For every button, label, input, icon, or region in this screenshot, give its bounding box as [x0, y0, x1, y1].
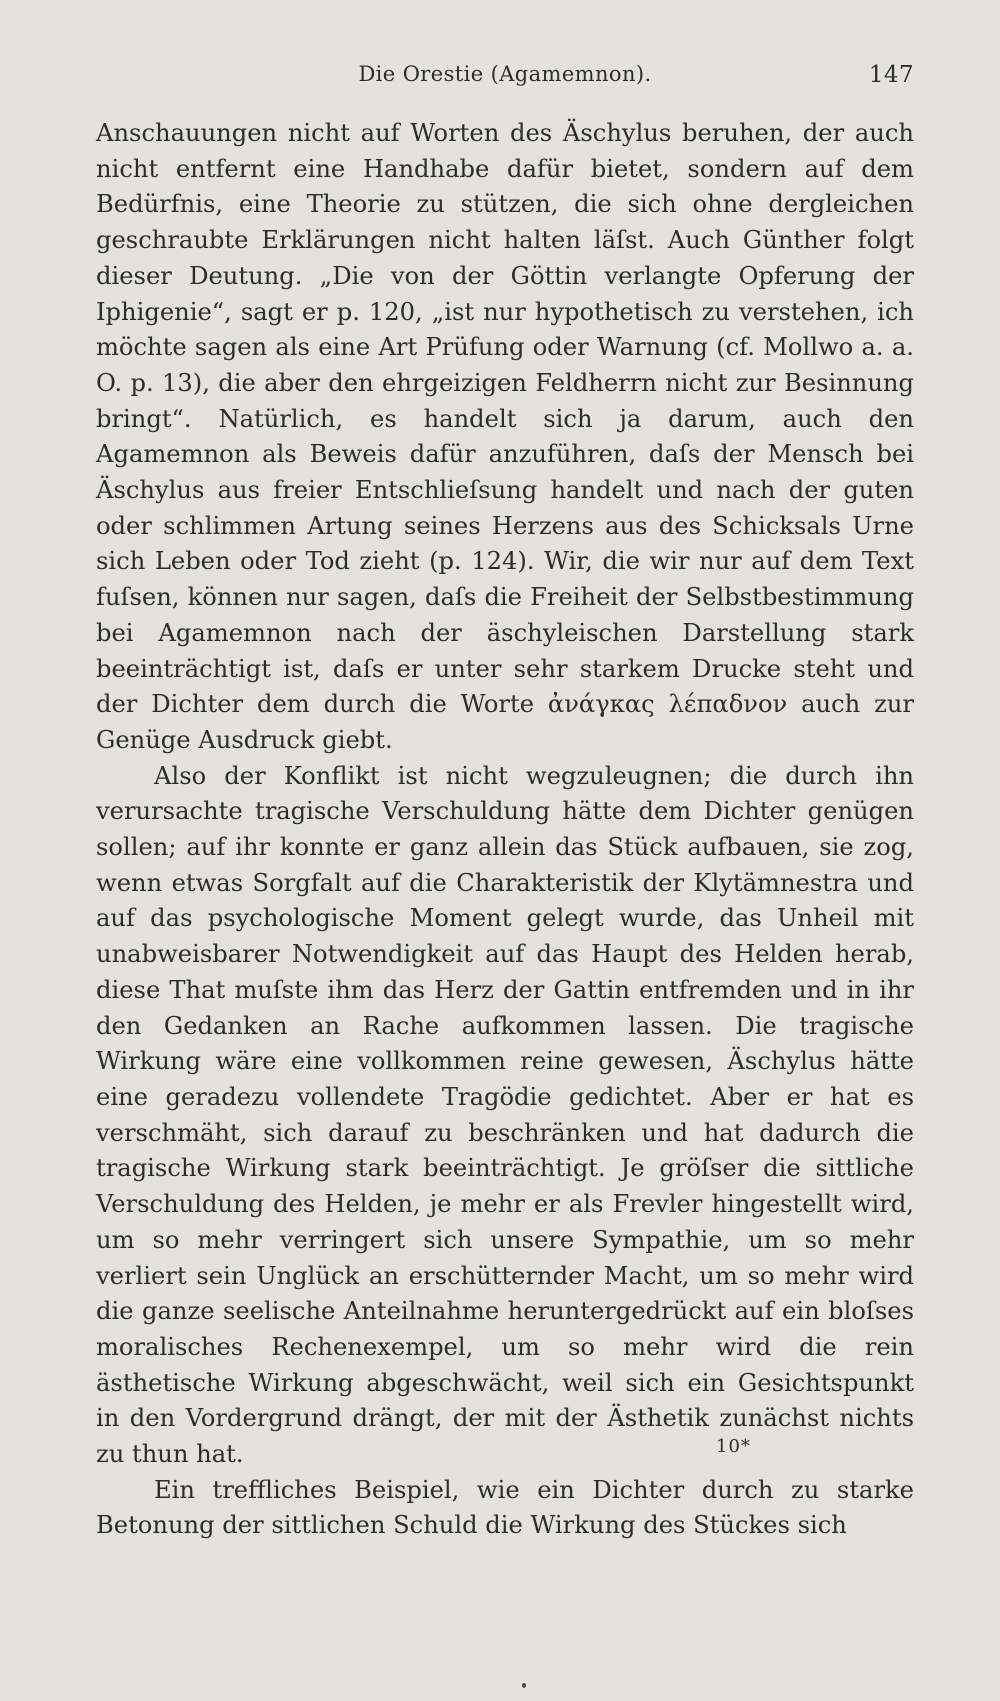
running-header: [96, 62, 914, 98]
running-title: Die Orestie (Agamemnon).: [358, 62, 652, 86]
paragraph-1: Anschauungen nicht auf Worten des Äschylus beruhen, der auch nicht entfernt eine Handhabe dafür bietet, sondern auf dem Bedürfnis, eine Theorie zu stützen, die sich ohne dergleichen geschraubte Erklärungen nicht halten läſst. Auch Günther folgt dieser Deutung. „Die von der Göttin verlangte Opferung der Iphigenie“, sagt er p. 120, „ist nur hypothetisch zu verstehen, ich möchte sagen als eine Art Prüfung oder Warnung (cf. Mollwo a. a. O. p. 13), die aber den ehrgeizigen Feldherrn nicht zur Besinnung bringt“. Natürlich, es handelt sich ja darum, auch den Agamemnon als Beweis dafür anzuführen, daſs der Mensch bei Äschylus aus freier Entschlieſsung handelt und nach der guten oder schlimmen Artung seines Herzens aus des Schicksals Urne sich Leben oder Tod zieht (p. 124). Wir, die wir nur auf dem Text fuſsen, können nur sagen, daſs die Freiheit der Selbstbestimmung bei Agamemnon nach der äschyleischen Darstellung stark beeinträchtigt ist, daſs er unter sehr starkem Drucke steht und der Dichter dem durch die Worte ἀνάγκας λέπαδνον auch zur Genüge Ausdruck giebt.: [96, 119, 914, 754]
paragraph-2: Also der Konflikt ist nicht wegzuleugnen; die durch ihn verursachte tragische Verschuldung hätte dem Dichter genügen sollen; auf ihr konnte er ganz allein das Stück aufbauen, sie zog, wenn etwas Sorgfalt auf die Charakteristik der Klytämnestra und auf das psychologische Moment gelegt wurde, das Unheil mit unabweisbarer Notwendigkeit auf das Haupt des Helden herab, diese That muſste ihm das Herz der Gattin entfremden und in ihr den Gedanken an Rache aufkommen lassen. Die tragische Wirkung wäre eine vollkommen reine gewesen, Äschylus hätte eine geradezu vollendete Tragödie gedichtet. Aber er hat es verschmäht, sich darauf zu beschränken und hat dadurch die tragische Wirkung stark beeinträchtigt. Je gröſser die sittliche Verschuldung des Helden, je mehr er als Frevler hingestellt wird, um so mehr verringert sich unsere Sympathie, um so mehr verliert sein Unglück an erschütternder Macht, um so mehr wird die ganze seelische Anteilnahme heruntergedrückt auf ein bloſses moralisches Rechenexempel, um so mehr wird die rein ästhetische Wirkung abgeschwächt, weil sich ein Gesichtspunkt in den Vordergrund drängt, der mit der Ästhetik zunächst nichts zu thun hat.: [96, 761, 914, 1469]
signature-mark: 10*: [716, 1436, 751, 1457]
body-text: [96, 116, 914, 1544]
page-number: 147: [868, 62, 914, 88]
paragraph-3: Ein treffliches Beispiel, wie ein Dichter durch zu starke Betonung der sittlichen Schuld die Wirkung des Stückes sich: [96, 1475, 914, 1540]
ink-speck: [522, 1683, 526, 1688]
